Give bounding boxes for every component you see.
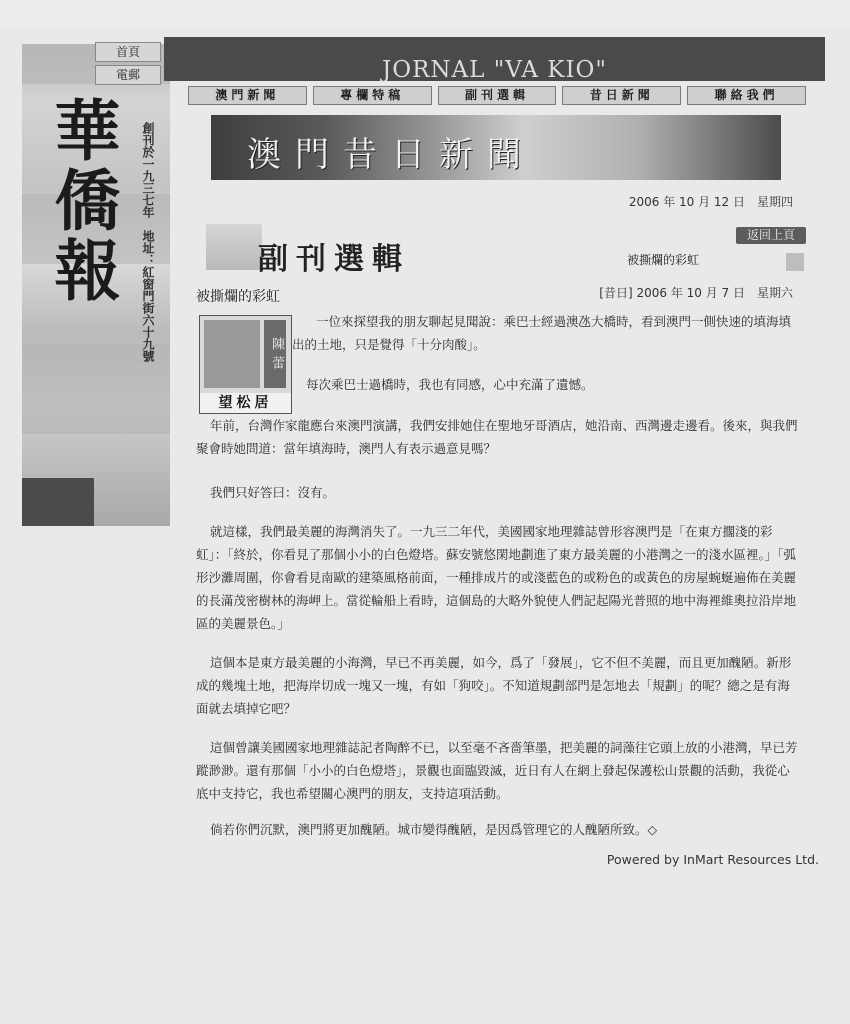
section-icon: [206, 224, 262, 270]
nav-item-supplement[interactable]: 副刊選輯: [438, 86, 557, 105]
header-banner: [164, 37, 825, 81]
newspaper-name: 華僑報: [43, 96, 121, 306]
masthead-dark-block: [22, 478, 94, 526]
back-button[interactable]: 返回上頁: [736, 227, 806, 244]
main-nav: [188, 86, 806, 105]
article-date: [昔日] 2006 年 10 月 7 日 星期六: [599, 286, 793, 300]
current-date: 2006 年 10 月 12 日 星期四: [628, 195, 793, 209]
section-title: 副刊選輯: [258, 242, 410, 277]
hero-text: 澳門昔日新聞: [247, 135, 535, 175]
article-paragraph: 年前，台灣作家龍應台來澳門演講，我們安排她住在聖地牙哥酒店，她沿南、西灣邊走邊看。後來，與我們聚會時她問道：當年填海時，澳門人有表示過意見嗎？: [196, 418, 798, 456]
side-square-icon: [786, 253, 804, 271]
article-paragraph: 倘若你們沉默，澳門將更加醜陋。城市變得醜陋，是因爲管理它的人醜陋所致。◇: [210, 822, 658, 837]
article-paragraph: 這個曾讓美國國家地理雜誌記者陶醉不已，以至毫不吝嗇筆墨，把美麗的詞藻往它頭上放的小港灣，早已芳蹤渺渺。還有那個「小小的白色燈塔」，景觀也面臨毀滅，近日有人在網上發起保護松山景觀的活動，我從心底中支持它，我也希望關心澳門的朋友，支持這項活動。: [196, 740, 798, 801]
nav-item-past-news[interactable]: 昔日新聞: [562, 86, 681, 105]
article-paragraph: 我們只好答曰：沒有。: [210, 485, 336, 500]
mini-nav: [95, 42, 161, 88]
column-name: 望松居: [200, 393, 291, 413]
article-title: 被撕爛的彩虹: [196, 289, 280, 305]
nav-item-macau-news[interactable]: 澳門新聞: [188, 86, 307, 105]
home-button[interactable]: 首頁: [95, 42, 161, 62]
article-paragraph: 就這樣，我們最美麗的海灣消失了。一九三二年代，美國國家地理雜誌曾形容澳門是「在東方擱淺的彩虹」：「終於，你看見了那個小小的白色燈塔。蘇安號悠閑地劃進了東方最美麗的小港灣之一的淺水區裡。」「弧形沙灘周圍，你會看見南歐的建築風格前面，一種排成片的或淺藍色的或粉色的或黃色的房屋蜿蜒遍佈在美麗的長滿茂密樹林的海岬上。當從輪船上看時，這個島的大略外貌使人們記起陽光普照的地中海裡維奧拉沿岸地區的美麗景色。」: [196, 524, 797, 631]
nav-item-columns[interactable]: 專欄特稿: [313, 86, 432, 105]
founding-info: 創刊於一九三七年 地址：紅窗門街六十九號: [141, 122, 155, 362]
side-article-link[interactable]: 被撕爛的彩虹: [627, 253, 700, 267]
column-author: 陳蕾: [264, 320, 286, 388]
column-logo: [199, 315, 292, 414]
email-button[interactable]: 電郵: [95, 65, 161, 85]
powered-by: Powered by InMart Resources Ltd.: [606, 852, 819, 867]
column-logo-picture: [204, 320, 260, 388]
nav-item-contact[interactable]: 聯絡我們: [687, 86, 806, 105]
article-paragraph: 每次乘巴士過橋時，我也有同感，心中充滿了遺憾。: [306, 377, 594, 392]
article-paragraph: 一位來探望我的朋友聊起見聞說：乘巴士經過澳氹大橋時，看到澳門一側快速的填海填出的土地，只是覺得「十分肉酸」。: [292, 314, 792, 352]
hero-banner: [211, 115, 781, 180]
article-paragraph: 這個本是東方最美麗的小海灣，早已不再美麗，如今，爲了「發展」，它不但不美麗，而且更加醜陋。新形成的幾塊土地，把海岸切成一塊又一塊，有如「狗咬」。不知道規劃部門是怎地去「規劃」的呢？總之是有海面就去填掉它吧？: [196, 655, 792, 716]
site-title: JORNAL "VA KIO": [382, 57, 607, 83]
